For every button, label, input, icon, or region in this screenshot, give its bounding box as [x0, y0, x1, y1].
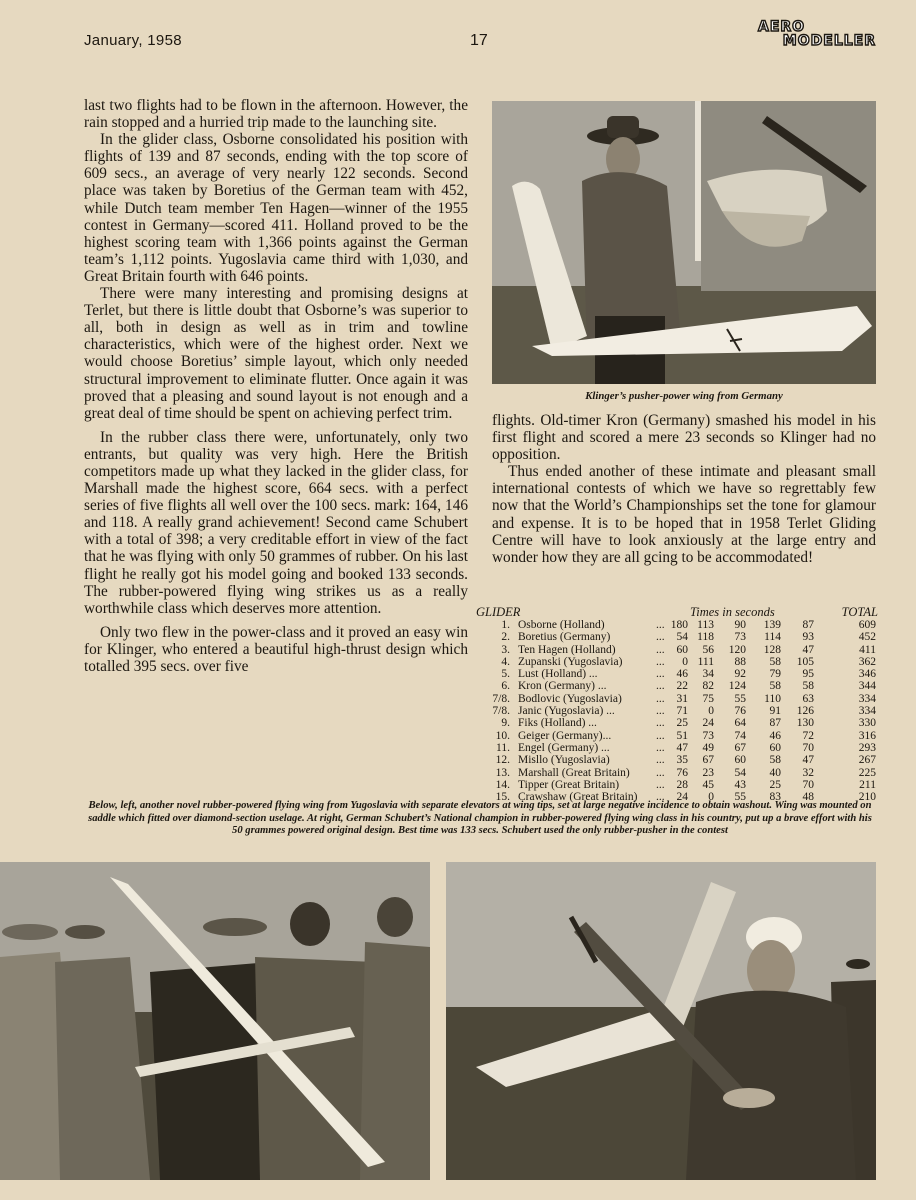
name-cell: Misllo (Yugoslavia) — [518, 754, 610, 767]
time-cell: 58 — [769, 655, 781, 668]
time-cell: 63 — [802, 692, 814, 705]
time-cell: 60 — [734, 754, 746, 767]
time-cell: 124 — [728, 680, 746, 693]
time-cell: 90 — [734, 619, 746, 631]
name-cell: Fiks (Holland) ... — [518, 717, 597, 730]
time-cell: 180 — [670, 619, 688, 631]
time-cell: 54 — [734, 766, 746, 779]
time-cell: 88 — [734, 655, 746, 668]
total-cell: 211 — [859, 778, 876, 791]
time-cell: 40 — [769, 766, 781, 779]
table-body — [476, 619, 878, 803]
photo-yugoslav-flying-wing — [0, 862, 430, 1180]
table-row — [476, 717, 878, 729]
time-cell: 45 — [702, 778, 714, 791]
table-row — [476, 680, 878, 692]
paragraph: In the rubber class there were, unfortunately, only two entrants, but quality was very high. Here the British competitors made up what they lacked in the glider class, for Marshall made the highest score, 664 secs. with a perfect series of five flights all well over the 100 secs. mark: 164, 146 and 118. A really grand achievement! Second came Schubert with a total of 398; a very creditable effort in view of the fact that he was flying with only 50 grammes of rubber. On his last flight he really got his model going and booked 133 seconds. The rubber-powered flying wing strikes us as a really worthwhile class which deserves more attention. — [84, 428, 468, 617]
position-cell: 15. — [495, 791, 510, 804]
total-cell: 330 — [858, 717, 876, 730]
time-cell: 92 — [734, 668, 746, 681]
position-cell: 5. — [501, 668, 510, 681]
time-cell: 128 — [763, 643, 781, 656]
table-row — [476, 619, 878, 631]
total-cell: 362 — [858, 655, 876, 668]
issue-date: January, 1958 — [84, 32, 182, 49]
total-cell: 293 — [858, 741, 876, 754]
total-cell: 344 — [858, 680, 876, 693]
time-cell: 75 — [702, 692, 714, 705]
paragraph: There were many interesting and promising designs at Terlet, but there is little doubt that Osborne’s was superior to all, both in design as well as in trim and towline characteristics, which were of the highest order. Next we would choose Boretius’ simple layout, which only needed structural improvement to eliminate flutter. Once again it was proved that a pleasing and sound layout is not enough and a great deal of time should be spent on achieving perfect trim. — [84, 285, 468, 422]
article-left-column — [84, 97, 468, 675]
time-cell: 47 — [676, 741, 688, 754]
name-cell: Osborne (Holland) — [518, 619, 605, 631]
leader-dots: ... — [656, 631, 665, 644]
position-cell: 2. — [501, 631, 510, 644]
photo-klinger-pusher-wing — [492, 101, 876, 384]
position-cell: 7/8. — [492, 705, 510, 718]
class-heading: GLIDER — [476, 605, 521, 619]
leader-dots: ... — [656, 680, 665, 693]
time-cell: 60 — [676, 643, 688, 656]
time-cell: 60 — [769, 741, 781, 754]
time-cell: 95 — [802, 668, 814, 681]
time-cell: 24 — [702, 717, 714, 730]
page-number: 17 — [470, 32, 488, 49]
time-cell: 48 — [802, 791, 814, 804]
photo-illustration — [446, 862, 876, 1180]
time-cell: 83 — [769, 791, 781, 804]
time-cell: 58 — [802, 680, 814, 693]
time-cell: 0 — [708, 791, 714, 804]
leader-dots: ... — [656, 766, 665, 779]
logo-line-1: AERO — [758, 19, 806, 35]
paragraph: flights. Old-timer Kron (Germany) smashed his model in his first flight and scored a mere 23 seconds so Klinger had no opposition. — [492, 412, 876, 464]
position-cell: 4. — [501, 655, 510, 668]
time-cell: 72 — [802, 729, 814, 742]
total-cell: 609 — [858, 619, 876, 631]
table-row — [476, 631, 878, 643]
time-cell: 73 — [702, 729, 714, 742]
name-cell: Lust (Holland) ... — [518, 668, 598, 681]
time-cell: 114 — [764, 631, 781, 644]
total-cell: 452 — [858, 631, 876, 644]
time-cell: 56 — [702, 643, 714, 656]
time-cell: 47 — [802, 754, 814, 767]
time-cell: 74 — [734, 729, 746, 742]
leader-dots: ... — [656, 754, 665, 767]
leader-dots: ... — [656, 791, 665, 804]
position-cell: 9. — [501, 717, 510, 730]
time-cell: 73 — [734, 631, 746, 644]
time-cell: 105 — [796, 655, 814, 668]
name-cell: Boretius (Germany) — [518, 631, 611, 644]
time-cell: 70 — [802, 741, 814, 754]
table-row — [476, 730, 878, 742]
time-cell: 111 — [697, 655, 714, 668]
time-cell: 110 — [764, 692, 781, 705]
table-row — [476, 779, 878, 791]
total-cell: 411 — [859, 643, 876, 656]
total-cell: 316 — [858, 729, 876, 742]
table-row — [476, 656, 878, 668]
time-cell: 79 — [769, 668, 781, 681]
time-cell: 47 — [802, 643, 814, 656]
time-cell: 0 — [682, 655, 688, 668]
time-cell: 113 — [697, 619, 714, 631]
article-right-column — [492, 412, 876, 566]
time-cell: 55 — [734, 692, 746, 705]
position-cell: 13. — [495, 766, 510, 779]
position-cell: 6. — [501, 680, 510, 693]
time-cell: 70 — [802, 778, 814, 791]
table-row — [476, 668, 878, 680]
time-cell: 64 — [734, 717, 746, 730]
photo-illustration — [0, 862, 430, 1180]
time-cell: 46 — [769, 729, 781, 742]
leader-dots: ... — [656, 619, 665, 631]
paragraph: Thus ended another of these intimate and pleasant small international contests of which we have so regrettably few now that the World’s Championships set the tone for glamour and expense. It is to be hoped that in 1958 Terlet Gliding Centre will have to look anxiously at the large entry and wonder how they are all gcing to be accommodated! — [492, 463, 876, 566]
time-cell: 46 — [676, 668, 688, 681]
name-cell: Bodlovic (Yugoslavia) — [518, 692, 622, 705]
time-cell: 55 — [734, 791, 746, 804]
paragraph: In the glider class, Osborne consolidated his position with flights of 139 and 87 seconds, ending with the top score of 609 secs., an average of very nearly 122 seconds. Second place was taken by Boretius of the German team with 452, while Dutch team member Ten Hagen—winner of the 1955 contest in Germany—scored 411. Holland proved to be the highest scoring team with 1,366 points against the German team’s 1,112 points. Yugoslavia came third with 1,030, and Great Britain fourth with 646 points. — [84, 131, 468, 285]
time-cell: 82 — [702, 680, 714, 693]
time-cell: 67 — [734, 741, 746, 754]
time-cell: 130 — [796, 717, 814, 730]
table-row — [476, 767, 878, 779]
paragraph: Only two flew in the power-class and it proved an easy win for Klinger, who entered a beautiful high-thrust design which totalled 395 secs. over five — [84, 623, 468, 675]
table-row — [476, 644, 878, 656]
time-cell: 93 — [802, 631, 814, 644]
leader-dots: ... — [656, 717, 665, 730]
time-cell: 76 — [676, 766, 688, 779]
time-cell: 120 — [728, 643, 746, 656]
name-cell: Tipper (Great Britain) — [518, 778, 620, 791]
time-cell: 67 — [702, 754, 714, 767]
name-cell: Kron (Germany) ... — [518, 680, 607, 693]
name-cell: Engel (Germany) ... — [518, 741, 610, 754]
total-cell: 267 — [858, 754, 876, 767]
total-heading: TOTAL — [841, 605, 878, 619]
total-cell: 346 — [858, 668, 876, 681]
time-cell: 34 — [702, 668, 714, 681]
time-cell: 58 — [769, 754, 781, 767]
name-cell: Crawshaw (Great Britain) — [518, 791, 638, 804]
table-row — [476, 705, 878, 717]
total-cell: 334 — [858, 692, 876, 705]
time-cell: 32 — [802, 766, 814, 779]
leader-dots: ... — [656, 741, 665, 754]
position-cell: 3. — [501, 643, 510, 656]
position-cell: 12. — [495, 754, 510, 767]
leader-dots: ... — [656, 778, 665, 791]
magazine-logo — [758, 20, 876, 48]
logo-line-2: MODELLER — [782, 33, 876, 49]
photo-schubert-rubber-pusher — [446, 862, 876, 1180]
time-cell: 76 — [734, 705, 746, 718]
total-cell: 225 — [858, 766, 876, 779]
time-cell: 58 — [769, 680, 781, 693]
time-cell: 35 — [676, 754, 688, 767]
table-header — [476, 606, 878, 619]
leader-dots: ... — [656, 643, 665, 656]
time-cell: 23 — [702, 766, 714, 779]
times-heading: Times in seconds — [690, 605, 775, 619]
name-cell: Geiger (Germany)... — [518, 729, 612, 742]
photo-illustration — [492, 101, 876, 384]
time-cell: 24 — [676, 791, 688, 804]
time-cell: 87 — [769, 717, 781, 730]
table-row — [476, 754, 878, 766]
time-cell: 25 — [769, 778, 781, 791]
time-cell: 28 — [676, 778, 688, 791]
name-cell: Janic (Yugoslavia) ... — [518, 705, 615, 718]
time-cell: 31 — [676, 692, 688, 705]
time-cell: 43 — [734, 778, 746, 791]
time-cell: 49 — [702, 741, 714, 754]
leader-dots: ... — [656, 705, 665, 718]
total-cell: 334 — [858, 705, 876, 718]
leader-dots: ... — [656, 692, 665, 705]
table-row — [476, 742, 878, 754]
time-cell: 0 — [708, 705, 714, 718]
name-cell: Ten Hagen (Holland) — [518, 643, 616, 656]
time-cell: 22 — [676, 680, 688, 693]
total-cell: 210 — [858, 791, 876, 804]
position-cell: 14. — [495, 778, 510, 791]
time-cell: 71 — [676, 705, 688, 718]
time-cell: 51 — [676, 729, 688, 742]
time-cell: 25 — [676, 717, 688, 730]
position-cell: 7/8. — [492, 692, 510, 705]
time-cell: 91 — [769, 705, 781, 718]
time-cell: 126 — [796, 705, 814, 718]
paragraph: last two flights had to be flown in the afternoon. However, the rain stopped and a hurried trip made to the launching site. — [84, 97, 468, 132]
position-cell: 10. — [495, 729, 510, 742]
leader-dots: ... — [656, 668, 665, 681]
table-row — [476, 693, 878, 705]
name-cell: Marshall (Great Britain) — [518, 766, 630, 779]
position-cell: 1. — [501, 619, 510, 631]
time-cell: 87 — [802, 619, 814, 631]
leader-dots: ... — [656, 729, 665, 742]
name-cell: Zupanski (Yugoslavia) — [518, 655, 623, 668]
results-table — [476, 606, 878, 803]
time-cell: 118 — [697, 631, 714, 644]
photo-caption-top: Klinger’s pusher-power wing from Germany — [585, 390, 783, 402]
position-cell: 11. — [496, 741, 510, 754]
time-cell: 54 — [676, 631, 688, 644]
time-cell: 139 — [763, 619, 781, 631]
photo-caption-middle: Below, left, another novel rubber-powered flying wing from Yugoslavia with separate elevators at wing tips, set at large negative incidence to obtain washout. Wing was mounted on saddle which fitted over diamond-section uselage. At right, German Schubert’s National champion in rubber-powered flying wing class in his country, put up a brave effort with his 50 grammes powered original design. Best time was 133 secs. Schubert used the only rubber-pusher in the contest — [88, 800, 872, 837]
leader-dots: ... — [656, 655, 665, 668]
